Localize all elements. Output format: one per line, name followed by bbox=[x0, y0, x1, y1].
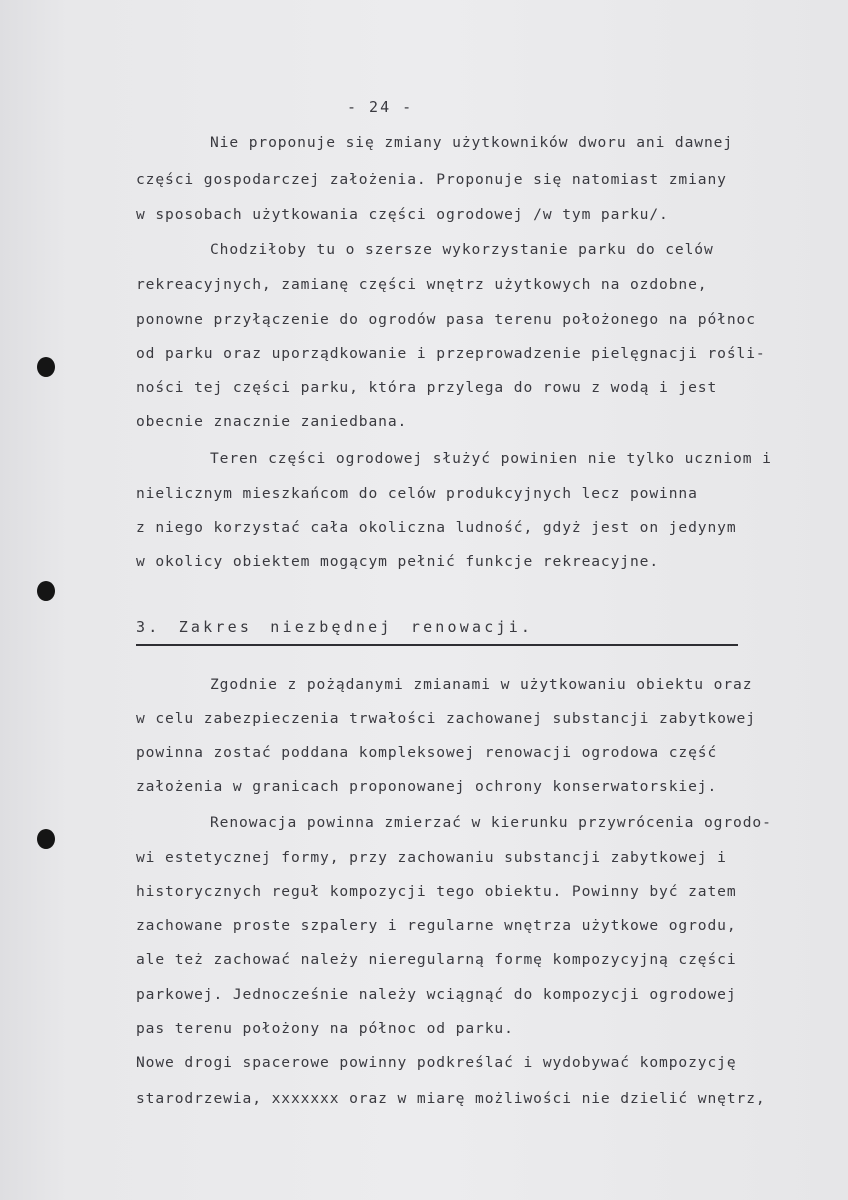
text-line: ale też zachować należy nieregularną formę kompozycyjną części bbox=[136, 951, 737, 968]
punch-hole bbox=[37, 829, 55, 849]
text-line: Renowacja powinna zmierzać w kierunku przywrócenia ogrodo- bbox=[210, 814, 772, 831]
text-line: Nowe drogi spacerowe powinny podkreślać i wydobywać kompozycję bbox=[136, 1054, 737, 1071]
page-number: - 24 - bbox=[347, 98, 414, 116]
text-line: rekreacyjnych, zamianę części wnętrz użytkowych na ozdobne, bbox=[136, 276, 708, 293]
text-line: ności tej części parku, która przylega do rowu z wodą i jest bbox=[136, 379, 718, 396]
text-line: założenia w granicach proponowanej ochrony konserwatorskiej. bbox=[136, 778, 718, 795]
text-line: Nie proponuje się zmiany użytkowników dworu ani dawnej bbox=[210, 134, 734, 151]
text-line: ponowne przyłączenie do ogrodów pasa terenu położonego na północ bbox=[136, 311, 756, 328]
text-line: w sposobach użytkowania części ogrodowej /w tym parku/. bbox=[136, 206, 669, 223]
text-line: w okolicy obiektem mogącym pełnić funkcje rekreacyjne. bbox=[136, 553, 660, 570]
text-line: Zgodnie z pożądanymi zmianami w użytkowaniu obiektu oraz bbox=[210, 676, 753, 693]
punch-hole bbox=[37, 581, 55, 601]
text-line: parkowej. Jednocześnie należy wciągnąć do kompozycji ogrodowej bbox=[136, 986, 737, 1003]
text-line: części gospodarczej założenia. Proponuje się natomiast zmiany bbox=[136, 171, 727, 188]
text-line: zachowane proste szpalery i regularne wnętrza użytkowe ogrodu, bbox=[136, 917, 737, 934]
text-line: nielicznym mieszkańcom do celów produkcyjnych lecz powinna bbox=[136, 485, 698, 502]
text-line: starodrzewia, xxxxxxx oraz w miarę możliwości nie dzielić wnętrz, bbox=[136, 1090, 766, 1107]
text-line: od parku oraz uporządkowanie i przeprowadzenie pielęgnacji rośli- bbox=[136, 345, 766, 362]
text-line: z niego korzystać cała okoliczna ludność, gdyż jest on jedynym bbox=[136, 519, 737, 536]
text-line: pas terenu położony na północ od parku. bbox=[136, 1020, 514, 1037]
text-line: Chodziłoby tu o szersze wykorzystanie parku do celów bbox=[210, 241, 714, 258]
section-heading: 3. Zakres niezbędnej renowacji. bbox=[136, 618, 534, 636]
text-line: historycznych reguł kompozycji tego obiektu. Powinny być zatem bbox=[136, 883, 737, 900]
punch-hole bbox=[37, 357, 55, 377]
text-line: w celu zabezpieczenia trwałości zachowanej substancji zabytkowej bbox=[136, 710, 756, 727]
heading-underline bbox=[136, 644, 738, 646]
text-line: obecnie znacznie zaniedbana. bbox=[136, 413, 408, 430]
text-line: wi estetycznej formy, przy zachowaniu substancji zabytkowej i bbox=[136, 849, 727, 866]
text-line: Teren części ogrodowej służyć powinien nie tylko uczniom i bbox=[210, 450, 772, 467]
text-line: powinna zostać poddana kompleksowej renowacji ogrodowa część bbox=[136, 744, 718, 761]
